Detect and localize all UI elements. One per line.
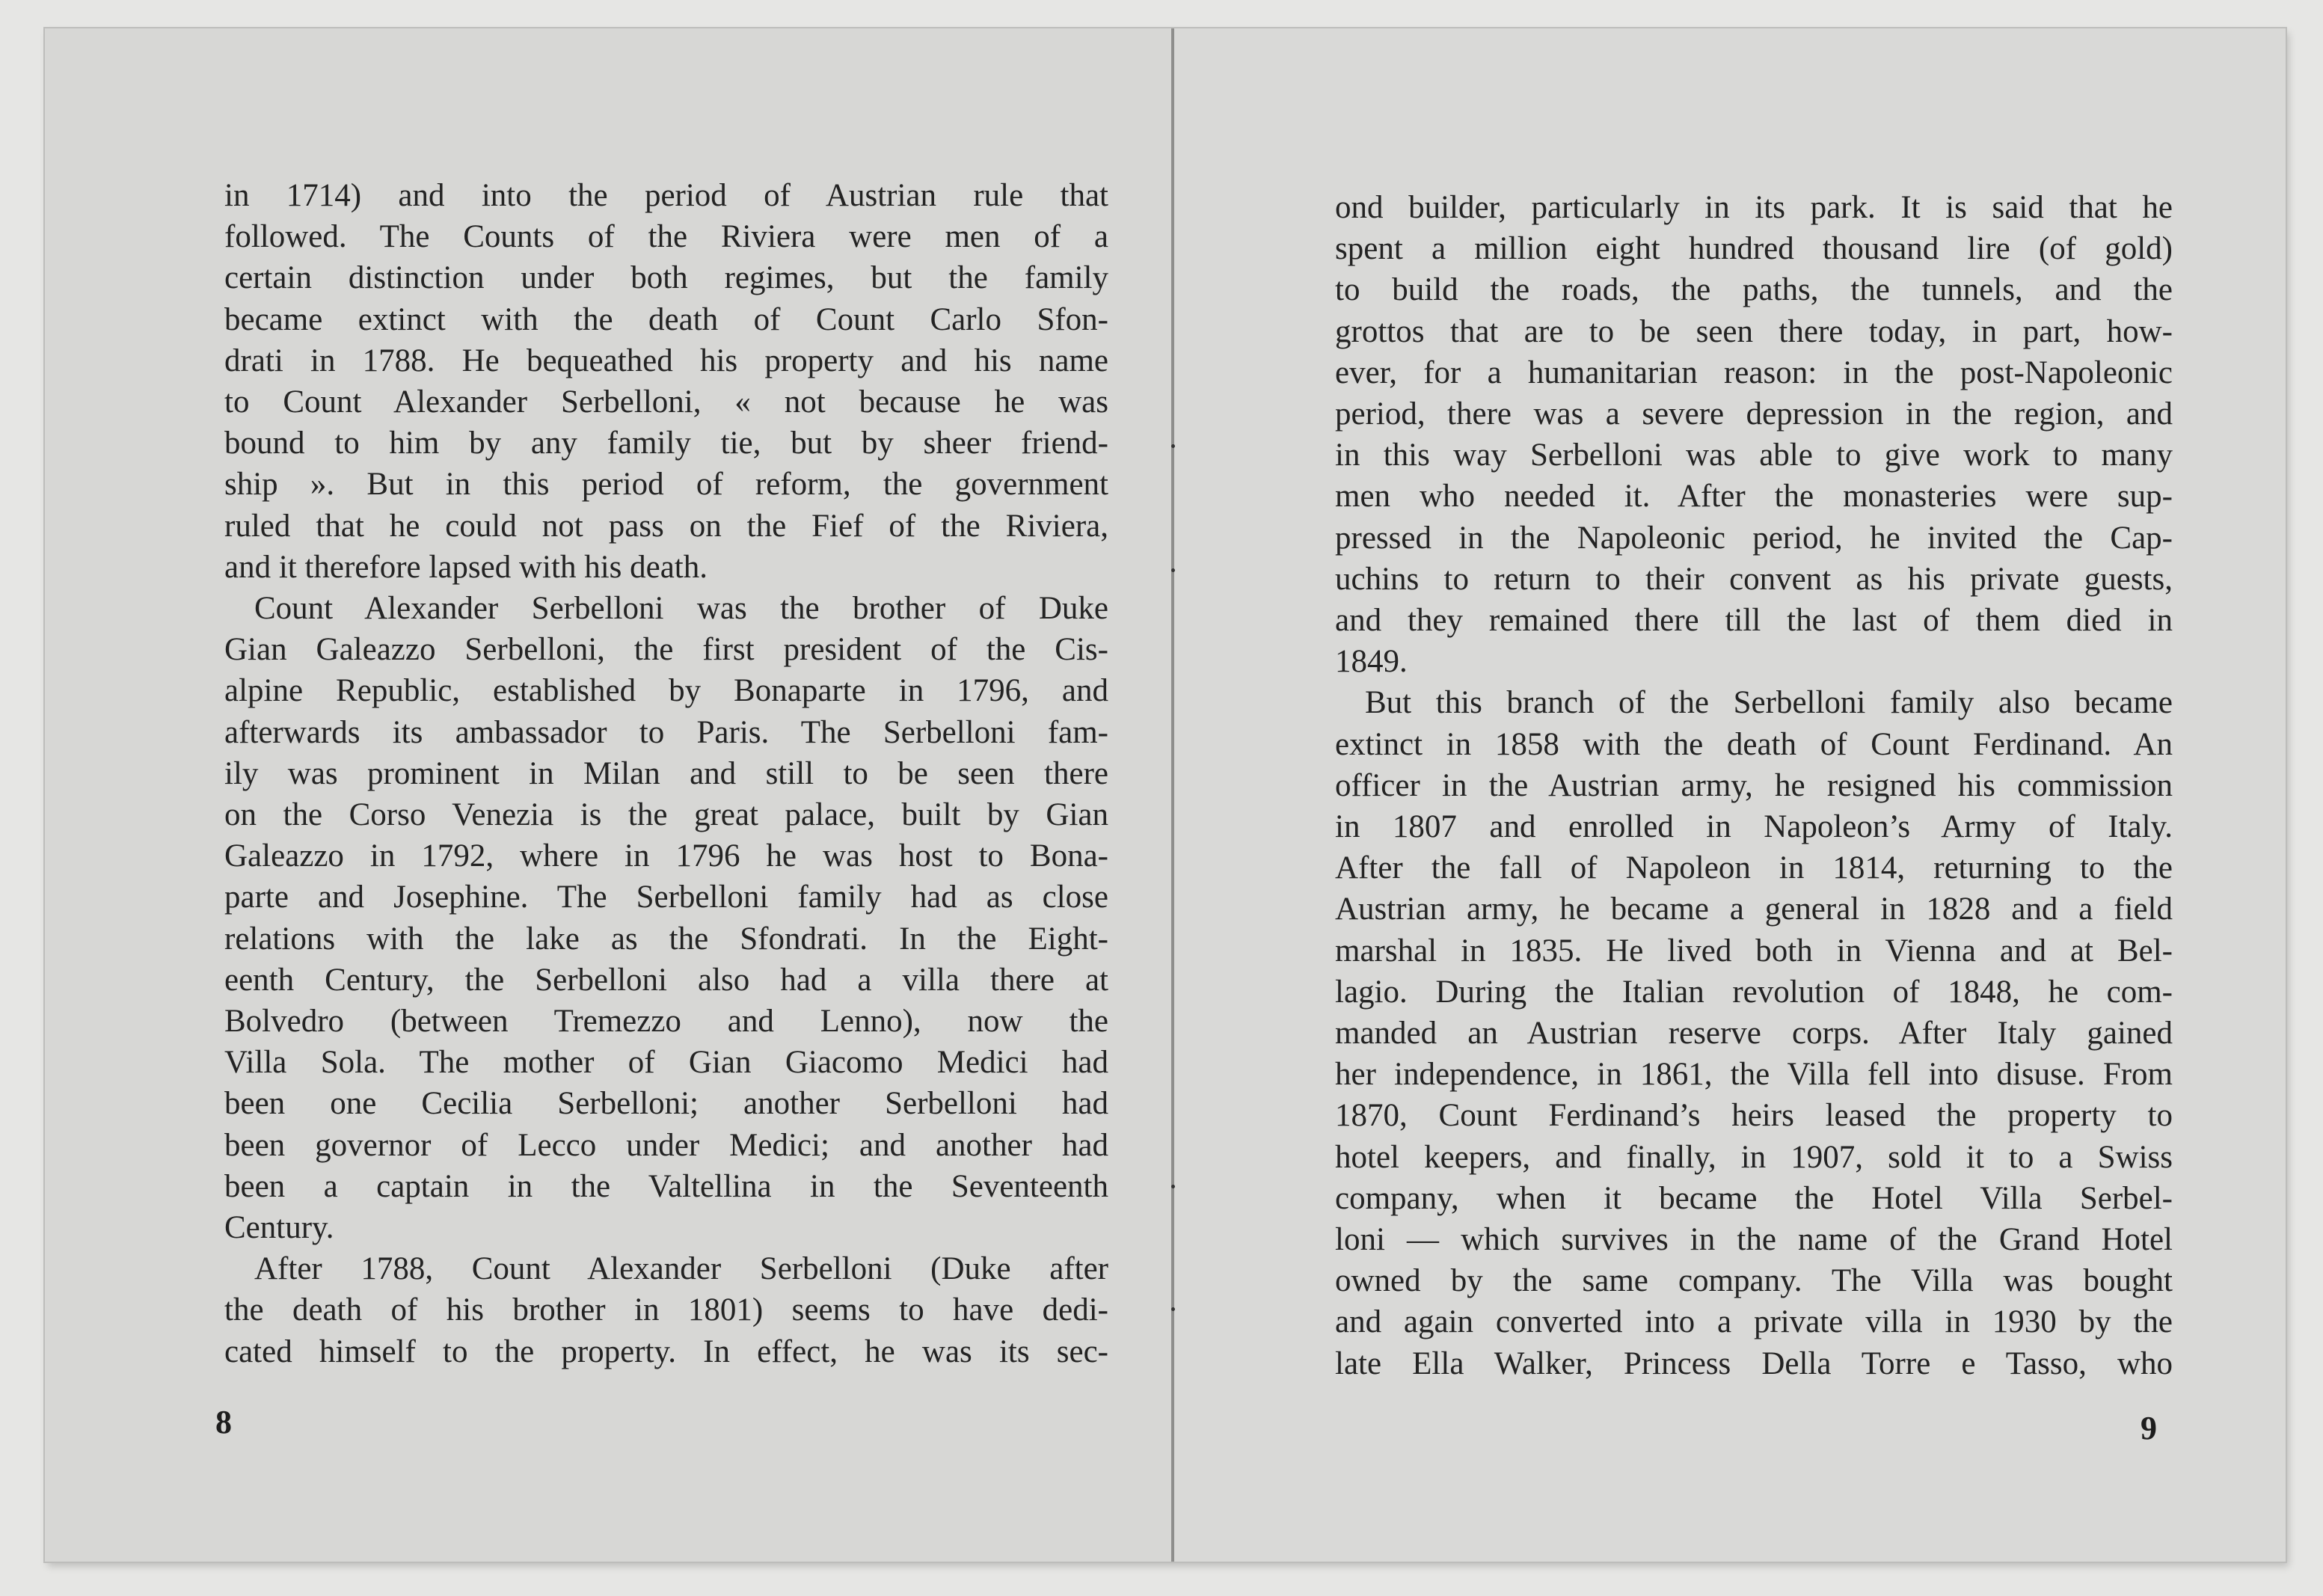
- text-line: relations with the lake as the Sfondrati. In the Eight-: [224, 921, 1108, 957]
- page-number: 9: [2141, 1410, 2157, 1446]
- text-line: and it therefore lapsed with his death.: [224, 549, 708, 585]
- right-page: [1174, 28, 2286, 1562]
- text-line: eenth Century, the Serbelloni also had a villa there at: [224, 962, 1108, 998]
- text-line: late Ella Walker, Princess Della Torre e Tasso, who: [1335, 1345, 2173, 1381]
- text-line: cated himself to the property. In effect, he was its sec-: [224, 1333, 1108, 1369]
- text-line: marshal in 1835. He lived both in Vienna and at Bel-: [1335, 933, 2173, 969]
- text-line: parte and Josephine. The Serbelloni family had as close: [224, 880, 1108, 915]
- text-line: in 1714) and into the period of Austrian rule that: [224, 178, 1108, 213]
- text-line: and again converted into a private villa in 1930 by the: [1335, 1304, 2173, 1340]
- text-line: alpine Republic, established by Bonaparte in 1796, and: [224, 673, 1108, 709]
- text-line: ruled that he could not pass on the Fief of the Riviera,: [224, 508, 1108, 544]
- text-line: on the Corso Venezia is the great palace, built by Gian: [224, 797, 1108, 833]
- text-line: Galeazzo in 1792, where in 1796 he was host to Bona-: [224, 838, 1108, 874]
- text-line: and they remained there till the last of them died in: [1335, 603, 2173, 639]
- binding-stitch-mark: [1171, 1307, 1175, 1311]
- binding-stitch-mark: [1171, 1185, 1175, 1188]
- text-line: to Count Alexander Serbelloni, « not because he was: [224, 384, 1108, 420]
- left-page: [45, 28, 1174, 1562]
- text-line: grottos that are to be seen there today, in part, how-: [1335, 313, 2173, 349]
- text-line: extinct in 1858 with the death of Count Ferdinand. An: [1335, 726, 2173, 762]
- text-line: manded an Austrian reserve corps. After Italy gained: [1335, 1016, 2173, 1052]
- text-line: period, there was a severe depression in the region, and: [1335, 396, 2173, 432]
- text-line: afterwards its ambassador to Paris. The Serbelloni fam-: [224, 714, 1108, 750]
- text-line: been governor of Lecco under Medici; and another had: [224, 1127, 1108, 1163]
- text-line: officer in the Austrian army, he resigned his commission: [1335, 767, 2173, 803]
- text-line: After the fall of Napoleon in 1814, returning to the: [1335, 850, 2173, 886]
- text-line: Century.: [224, 1210, 334, 1246]
- text-line: ond builder, particularly in its park. It is said that he: [1335, 190, 2173, 225]
- text-line: certain distinction under both regimes, but the family: [224, 260, 1108, 296]
- text-line: lagio. During the Italian revolution of 1848, he com-: [1335, 974, 2173, 1010]
- text-line: became extinct with the death of Count Carlo Sfon-: [224, 301, 1108, 337]
- binding-stitch-mark: [1171, 568, 1175, 572]
- right-page-text: [1335, 187, 2173, 1384]
- text-line: spent a million eight hundred thousand lire (of gold): [1335, 231, 2173, 267]
- text-line: her independence, in 1861, the Villa fell into disuse. From: [1335, 1057, 2173, 1093]
- text-line: been a captain in the Valtellina in the Seventeenth: [224, 1168, 1108, 1204]
- text-line: to build the roads, the paths, the tunnels, and the: [1335, 272, 2173, 308]
- text-line: in this way Serbelloni was able to give work to many: [1335, 438, 2173, 473]
- text-line: Gian Galeazzo Serbelloni, the first president of the Cis-: [224, 632, 1108, 668]
- text-line: Villa Sola. The mother of Gian Giacomo Medici had: [224, 1045, 1108, 1081]
- text-line: in 1807 and enrolled in Napoleon’s Army of Italy.: [1335, 809, 2173, 845]
- text-line: ever, for a humanitarian reason: in the post-Napoleonic: [1335, 355, 2173, 390]
- page-number: 8: [215, 1404, 232, 1440]
- text-line: owned by the same company. The Villa was bought: [1335, 1263, 2173, 1299]
- text-line: Bolvedro (between Tremezzo and Lenno), now the: [224, 1004, 1108, 1040]
- text-line: been one Cecilia Serbelloni; another Serbelloni had: [224, 1086, 1108, 1122]
- text-line: loni — which survives in the name of the Grand Hotel: [1335, 1222, 2173, 1258]
- text-line: 1849.: [1335, 644, 1408, 680]
- text-line: After 1788, Count Alexander Serbelloni (Duke after: [254, 1251, 1108, 1287]
- text-line: pressed in the Napoleonic period, he invited the Cap-: [1335, 520, 2173, 556]
- text-line: 1870, Count Ferdinand’s heirs leased the property to: [1335, 1098, 2173, 1134]
- book-spread: [45, 28, 2286, 1562]
- binding-stitch-mark: [1171, 444, 1175, 448]
- text-line: hotel keepers, and finally, in 1907, sold it to a Swiss: [1335, 1139, 2173, 1175]
- text-line: company, when it became the Hotel Villa Serbel-: [1335, 1180, 2173, 1216]
- text-line: ily was prominent in Milan and still to be seen there: [224, 755, 1108, 791]
- text-line: ship ». But in this period of reform, the government: [224, 467, 1108, 503]
- text-line: drati in 1788. He bequeathed his property and his name: [224, 343, 1108, 378]
- text-line: Austrian army, he became a general in 1828 and a field: [1335, 891, 2173, 927]
- text-line: men who needed it. After the monasteries were sup-: [1335, 479, 2173, 515]
- text-line: followed. The Counts of the Riviera were men of a: [224, 219, 1108, 255]
- text-line: the death of his brother in 1801) seems to have dedi-: [224, 1292, 1108, 1328]
- text-line: But this branch of the Serbelloni family also became: [1365, 685, 2173, 721]
- text-line: uchins to return to their convent as his private guests,: [1335, 561, 2173, 597]
- text-line: Count Alexander Serbelloni was the brother of Duke: [254, 591, 1108, 627]
- text-line: bound to him by any family tie, but by sheer friend-: [224, 426, 1108, 461]
- left-page-text: [224, 175, 1108, 1372]
